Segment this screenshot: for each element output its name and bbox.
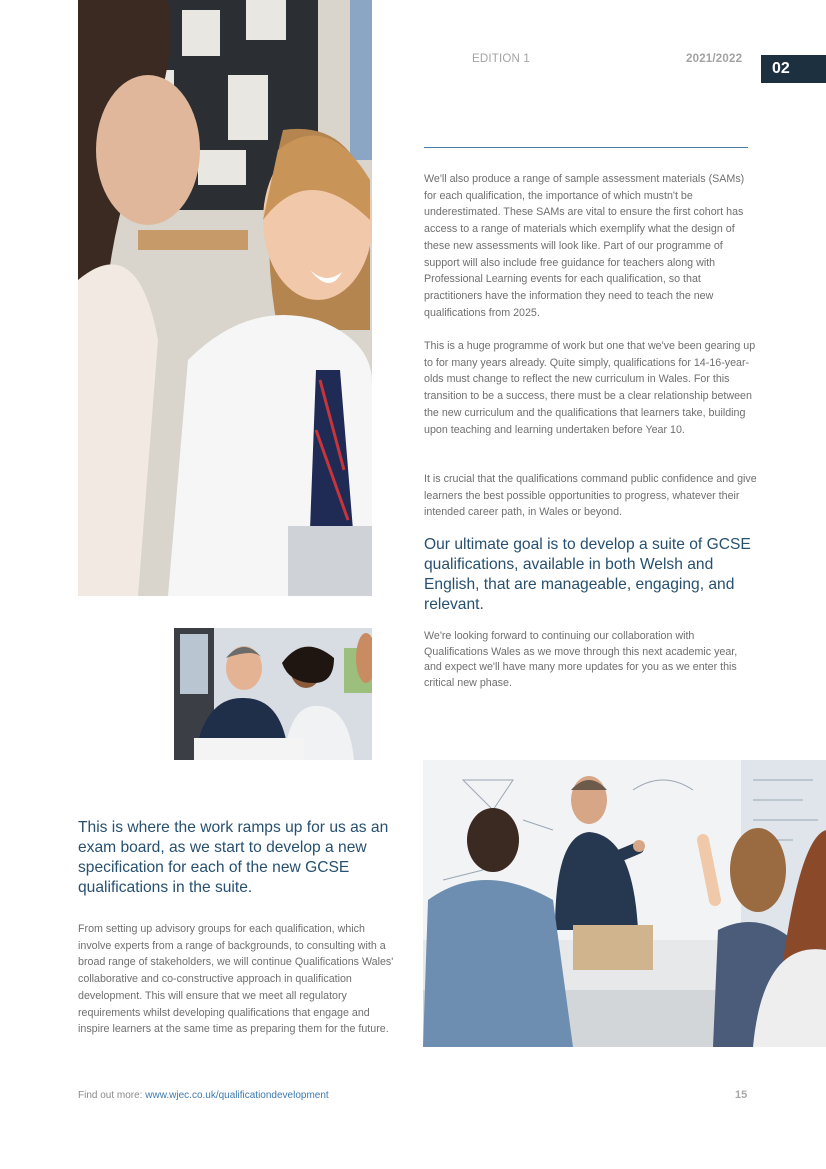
section-number-badge: 02 [761,55,826,83]
body-paragraph-advisory-groups: From setting up advisory groups for each qualification, which involve experts from a range of backgrounds, to consulting with a broad range of stakeholders, we will continue Qualifications Wales' collaborative and co-constructive approach in qualification development. This will ensure that we meet all regulatory requirements whilst developing qualifications that engage and inspire learners at the same time as preparing them for the future. [78,923,394,1036]
body-paragraph-collaboration: We're looking forward to continuing our collaboration with Qualifications Wales as we move through this next academic year, and expect we'll have many more updates for you as we enter this critical new phase. [424,630,738,689]
pull-quote-ultimate-goal: Our ultimate goal is to develop a suite of GCSE qualifications, available in both Welsh and English, that are manageable, engaging, and relevant. [424,536,751,613]
divider-rule [424,147,748,148]
edition-label: EDITION 1 [472,53,531,65]
body-paragraph-sams: We'll also produce a range of sample assessment materials (SAMs) for each qualification, the importance of which mustn't be underestimated. These SAMs are vital to ensure the first cohort has access to a range of materials which exemplify what the design of these new assessments will look like. Part of our programme of support will also include free guidance for teachers along with Professional Learning events for each qualification, so that practitioners have the information they need to teach the new qualifications from 2025. [424,173,745,319]
body-paragraph-confidence: It is crucial that the qualifications command public confidence and give learners the best possible opportunities to progress, whatever their intended career path, in Wales or beyond. [424,473,757,519]
footer-link[interactable]: www.wjec.co.uk/qualificationdevelopment [145,1090,329,1101]
pull-quote-exam-board: This is where the work ramps up for us as an exam board, as we start to develop a new specification for each of the new GCSE qualifications in the suite. [78,819,389,896]
photo-teacher-and-student [78,0,372,596]
footer-label: Find out more: [78,1090,146,1101]
page-number: 15 [735,1089,748,1101]
body-paragraph-programme: This is a huge programme of work but one that we've been gearing up to for many years already. Quite simply, qualifications for 14-16-year-olds must change to reflect the new curriculum in Wales. For this transition to be a success, there must be a clear relationship between the new curriculum and the qualifications that learners take, building upon teaching and learning undertaken before Year 10. [424,340,756,436]
photo-teacher-at-whiteboard [423,760,826,1047]
photo-classroom-desk [174,628,372,760]
footer-find-out-more [78,1090,329,1101]
year-label: 2021/2022 [686,53,743,65]
